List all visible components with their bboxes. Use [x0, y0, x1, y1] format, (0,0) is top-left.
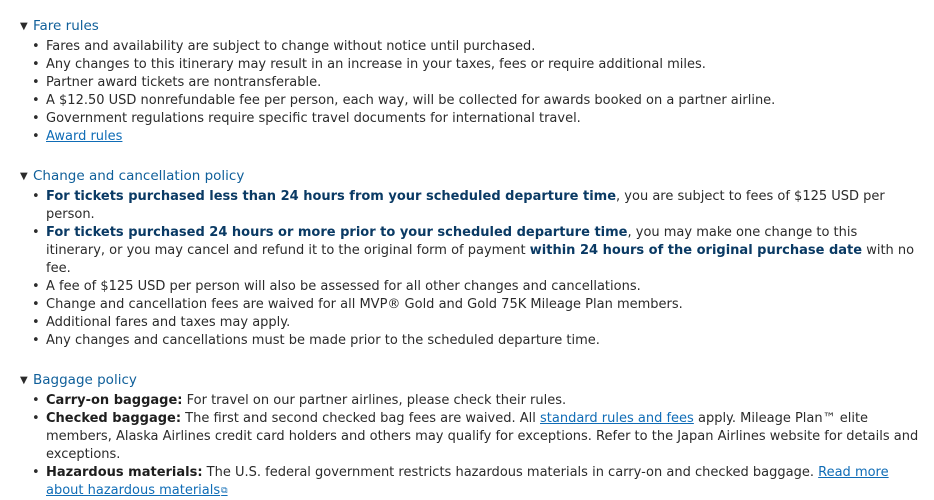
caret-down-icon: ▼ — [20, 170, 28, 182]
item-text: apply. Mileage Plan™ elite members, Alaska Airlines credit card holders and others may qualify for exceptions. Refer to the Japan Airlines website for details and exceptions. — [46, 411, 919, 462]
baggage-policy-title[interactable]: Baggage policy — [33, 372, 137, 388]
item-text: , you are subject to fees of $125 USD per person. — [46, 189, 885, 222]
list-item: • Any changes and cancellations must be made prior to the scheduled departure time. — [46, 332, 920, 350]
caret-down-icon: ▼ — [20, 374, 28, 386]
change-policy-title[interactable]: Change and cancellation policy — [33, 168, 245, 184]
list-item: • A fee of $125 USD per person will also be assessed for all other changes and cancellations. — [46, 278, 920, 296]
list-item: • Any changes to this itinerary may result in an increase in your taxes, fees or require additional miles. — [46, 56, 920, 74]
list-item: • Partner award tickets are nontransferable. — [46, 74, 920, 92]
list-item — [46, 128, 920, 146]
list-item: • Additional fares and taxes may apply. — [46, 314, 920, 332]
list-item: • A $12.50 USD nonrefundable fee per person, each way, will be collected for awards booked on a partner airline. — [46, 92, 920, 110]
award-rules-link[interactable]: Award rules — [46, 129, 123, 144]
baggage-policy-section — [20, 371, 920, 500]
fare-rules-list — [20, 38, 920, 146]
hazardous-link-text[interactable]: Read more about hazardous materials — [46, 465, 889, 498]
carry-on-label: Carry-on baggage: — [46, 393, 183, 408]
fare-rules-section — [20, 17, 920, 146]
list-item: • Change and cancellation fees are waived for all MVP® Gold and Gold 75K Mileage Plan members. — [46, 296, 920, 314]
item-text: The U.S. federal government restricts hazardous materials in carry-on and checked baggage. — [202, 465, 819, 480]
item-bold-text: within 24 hours of the original purchase date — [529, 243, 863, 258]
list-item — [46, 392, 920, 410]
list-item: • Government regulations require specific travel documents for international travel. — [46, 110, 920, 128]
item-text: For travel on our partner airlines, please check their rules. — [182, 393, 567, 408]
change-policy-toggle[interactable] — [20, 167, 920, 185]
fare-rules-title[interactable]: Fare rules — [33, 18, 99, 34]
list-item — [46, 188, 920, 224]
list-item — [46, 410, 920, 464]
caret-down-icon: ▼ — [20, 20, 28, 32]
item-text: with no fee. — [46, 243, 915, 276]
baggage-policy-toggle[interactable] — [20, 371, 920, 389]
standard-rules-link[interactable]: standard rules and fees — [540, 411, 694, 426]
fare-rules-toggle[interactable] — [20, 17, 920, 35]
list-item: • Fares and availability are subject to change without notice until purchased. — [46, 38, 920, 56]
list-item — [46, 224, 920, 278]
item-text: , you may make one change to this itinerary, or you may cancel and refund it to the original form of payment — [46, 225, 858, 258]
hazardous-label: Hazardous materials: — [46, 465, 203, 480]
change-policy-section — [20, 167, 920, 350]
external-link-icon: ⧉ — [221, 486, 228, 496]
change-policy-list — [20, 188, 920, 350]
item-bold-text: For tickets purchased 24 hours or more prior to your scheduled departure time — [46, 225, 628, 240]
item-bold-text: For tickets purchased less than 24 hours from your scheduled departure time — [46, 189, 617, 204]
checked-baggage-label: Checked baggage: — [46, 411, 182, 426]
list-item — [46, 464, 920, 500]
item-text: The first and second checked bag fees are waived. All — [181, 411, 540, 426]
